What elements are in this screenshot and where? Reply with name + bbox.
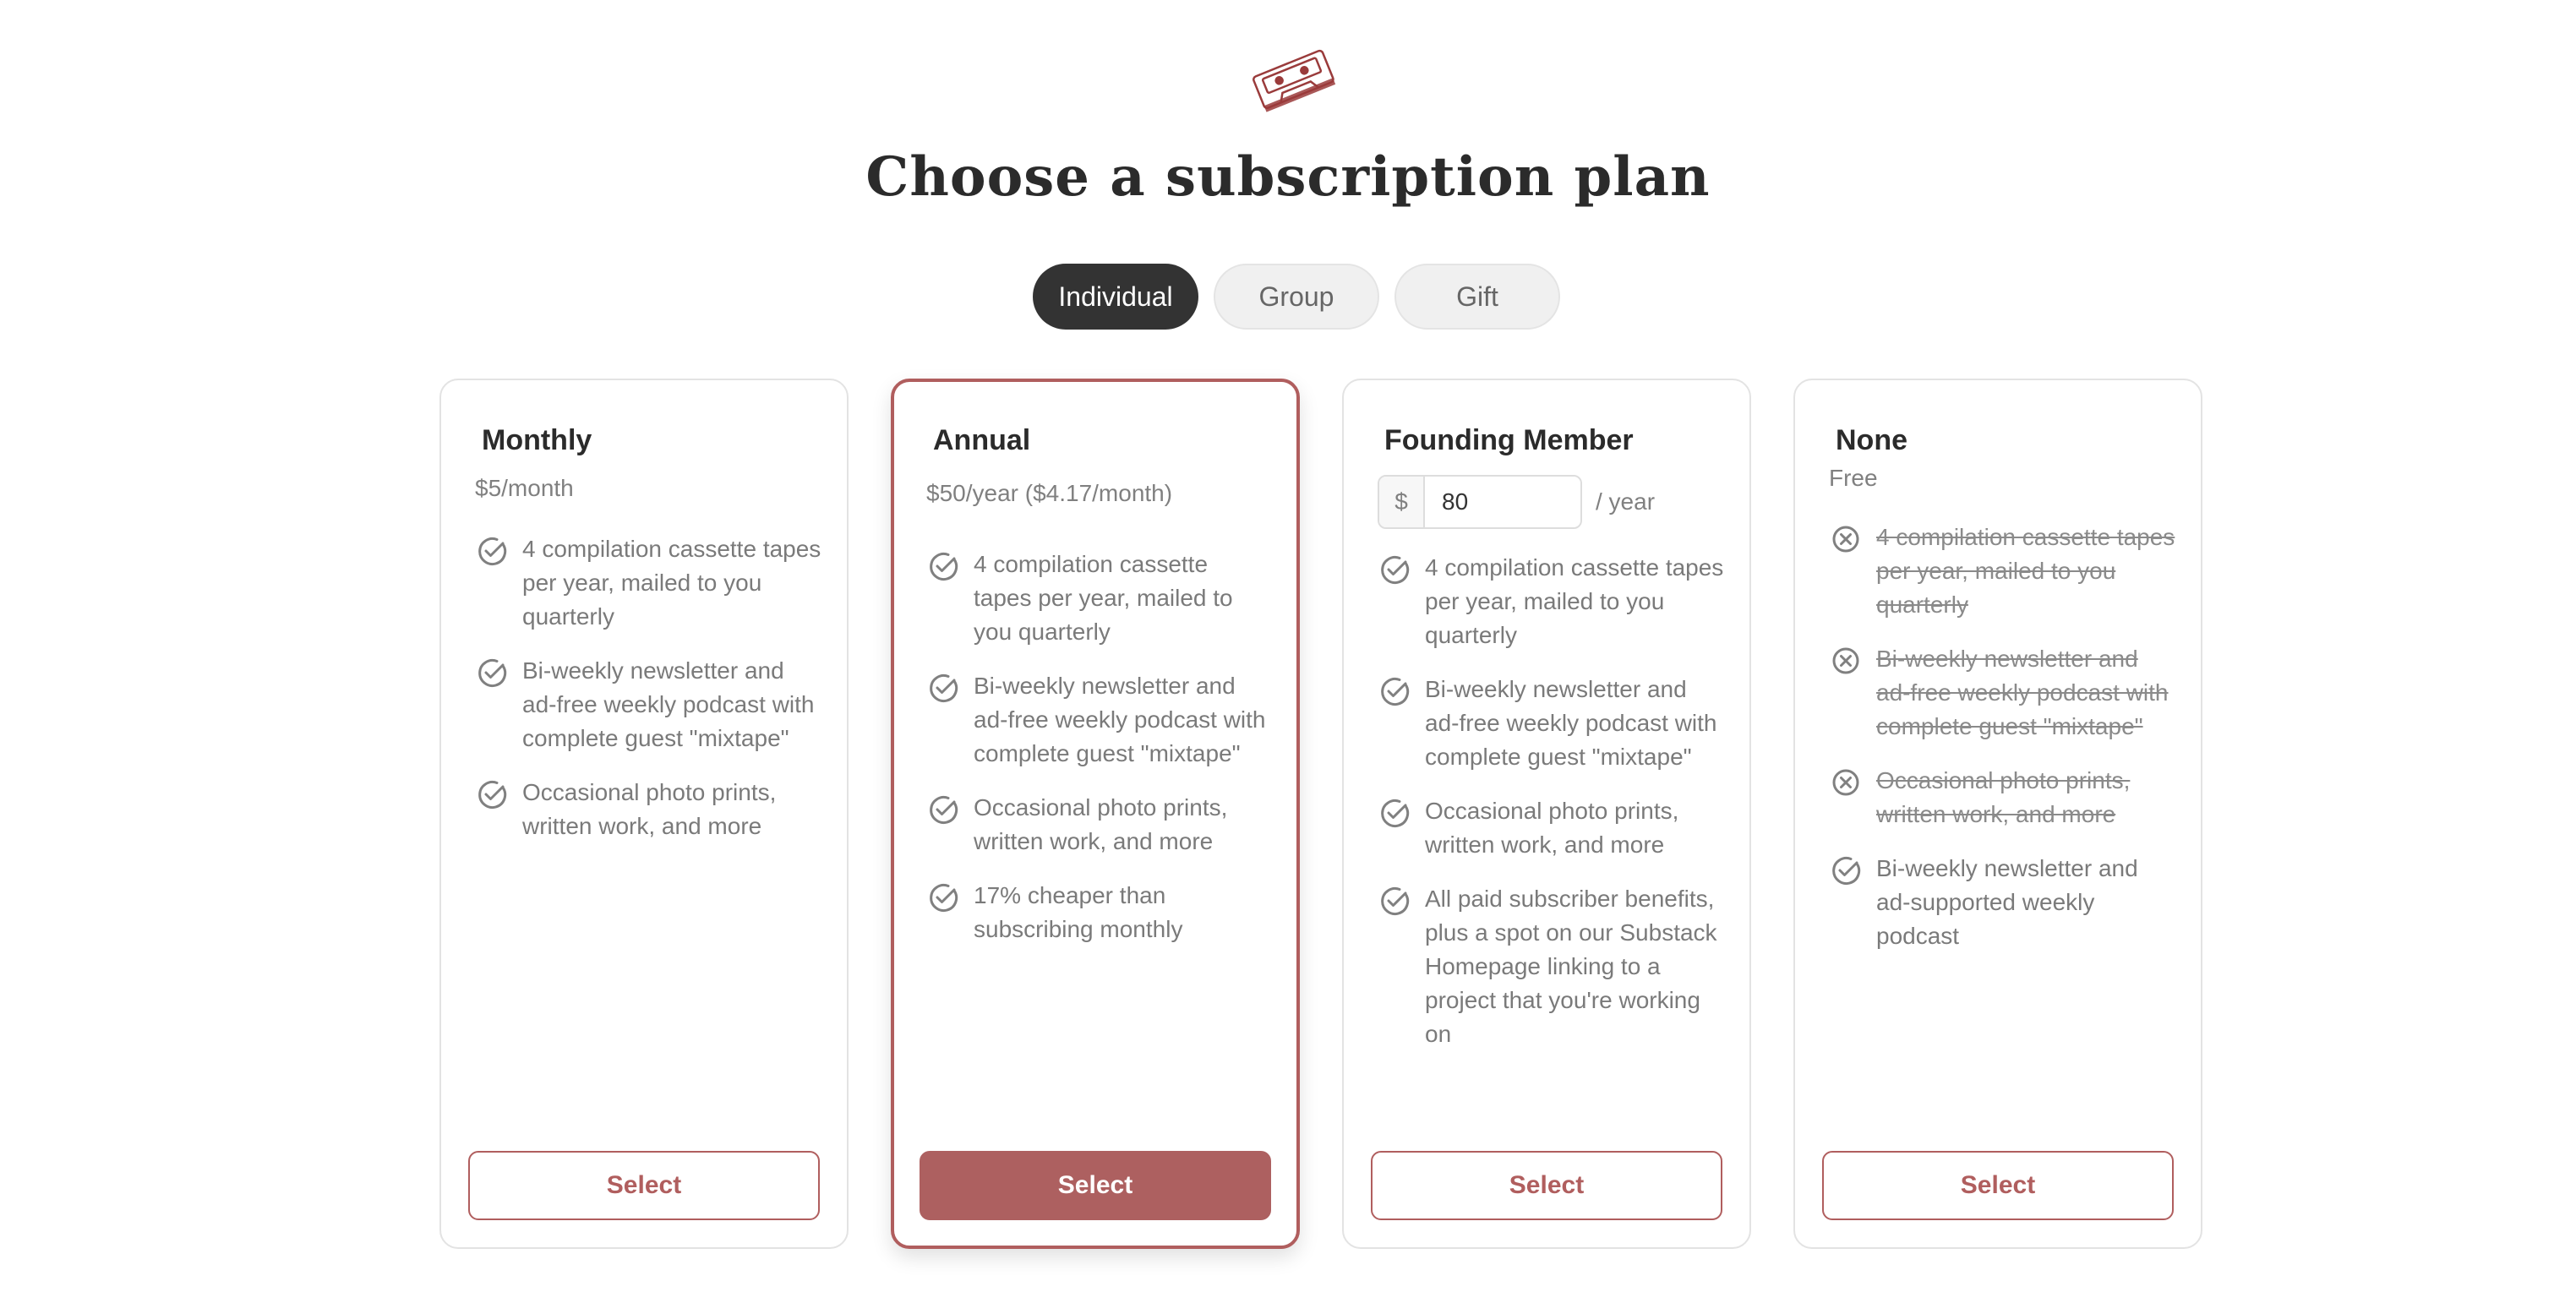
check-circle-icon	[1378, 553, 1411, 586]
feature-text: Occasional photo prints, written work, and more	[1876, 767, 2131, 827]
check-circle-icon	[926, 793, 960, 826]
check-circle-icon	[926, 549, 960, 583]
feature-text: 4 compilation cassette tapes per year, mailed to you quarterly	[1425, 554, 1724, 648]
feature-text: All paid subscriber benefits, plus a spot on our Substack Homepage linking to a project that you're working on	[1425, 886, 1717, 1047]
feature-item	[1378, 882, 1724, 1051]
feature-text: Bi-weekly newsletter and ad-free weekly podcast with complete guest "mixtape"	[1876, 646, 2169, 739]
feature-item	[926, 548, 1271, 649]
feature-item	[475, 776, 821, 843]
feature-item	[1829, 852, 2175, 953]
check-circle-icon	[1378, 884, 1411, 918]
feature-item	[1829, 764, 2175, 831]
feature-item	[1829, 521, 2175, 622]
feature-item	[475, 532, 821, 634]
check-circle-icon	[1829, 853, 1863, 887]
tab-individual[interactable]: Individual	[1033, 264, 1198, 330]
page-title: Choose a subscription plan	[865, 145, 1711, 209]
plan-type-tabs	[1033, 264, 1560, 330]
plan-card-monthly	[439, 379, 849, 1249]
select-founding-member-button[interactable]: Select	[1371, 1151, 1722, 1220]
feature-text: Bi-weekly newsletter and ad-free weekly podcast with complete guest "mixtape"	[522, 657, 815, 751]
feature-item	[1378, 551, 1724, 652]
plan-title: None	[1836, 424, 1907, 456]
feature-item	[926, 791, 1271, 859]
plan-price: Free	[1829, 465, 1878, 491]
price-input-group	[1378, 475, 1582, 529]
plan-price: $50/year ($4.17/month)	[926, 480, 1173, 506]
plan-title: Monthly	[482, 424, 592, 456]
select-none-button[interactable]: Select	[1822, 1151, 2174, 1220]
tab-group[interactable]: Group	[1214, 264, 1379, 330]
select-monthly-button[interactable]: Select	[468, 1151, 820, 1220]
feature-list	[475, 532, 821, 864]
feature-text: Occasional photo prints, written work, and more	[974, 794, 1228, 854]
tab-gift[interactable]: Gift	[1394, 264, 1560, 330]
founding-price-input[interactable]	[1425, 477, 1580, 527]
feature-text: Occasional photo prints, written work, and more	[1425, 798, 1679, 858]
feature-text: 17% cheaper than subscribing monthly	[974, 882, 1183, 942]
custom-price-row	[1378, 475, 1655, 529]
plan-card-annual	[891, 379, 1300, 1249]
feature-text: 4 compilation cassette tapes per year, mailed to you quarterly	[522, 536, 821, 630]
check-circle-icon	[926, 671, 960, 705]
feature-text: Occasional photo prints, written work, and more	[522, 779, 777, 839]
feature-item	[1829, 642, 2175, 744]
feature-text: 4 compilation cassette tapes per year, mailed to you quarterly	[974, 551, 1233, 645]
check-circle-icon	[926, 880, 960, 914]
feature-item	[926, 669, 1271, 771]
select-annual-button[interactable]: Select	[920, 1151, 1271, 1220]
x-circle-icon	[1829, 522, 1863, 556]
plan-card-none	[1793, 379, 2202, 1249]
cassette-tape-icon	[1247, 41, 1339, 117]
price-period: / year	[1596, 488, 1656, 515]
feature-text: 4 compilation cassette tapes per year, mailed to you quarterly	[1876, 524, 2175, 618]
feature-text: Bi-weekly newsletter and ad-supported weekly podcast	[1876, 855, 2138, 949]
feature-list	[1378, 551, 1724, 1071]
feature-list	[1829, 521, 2175, 973]
feature-item	[1378, 794, 1724, 862]
plan-card-founding-member	[1342, 379, 1751, 1249]
plan-title: Annual	[933, 424, 1031, 456]
feature-text: Bi-weekly newsletter and ad-free weekly podcast with complete guest "mixtape"	[974, 673, 1266, 766]
feature-item	[1378, 673, 1724, 774]
feature-item	[926, 879, 1271, 946]
feature-text: Bi-weekly newsletter and ad-free weekly podcast with complete guest "mixtape"	[1425, 676, 1717, 770]
plan-title: Founding Member	[1384, 424, 1634, 456]
check-circle-icon	[475, 534, 509, 568]
check-circle-icon	[1378, 674, 1411, 708]
plan-price: $5/month	[475, 475, 574, 501]
feature-item	[475, 654, 821, 755]
feature-list	[926, 548, 1271, 967]
x-circle-icon	[1829, 644, 1863, 678]
x-circle-icon	[1829, 766, 1863, 799]
check-circle-icon	[475, 656, 509, 690]
check-circle-icon	[1378, 796, 1411, 830]
check-circle-icon	[475, 777, 509, 811]
currency-symbol: $	[1379, 477, 1425, 527]
